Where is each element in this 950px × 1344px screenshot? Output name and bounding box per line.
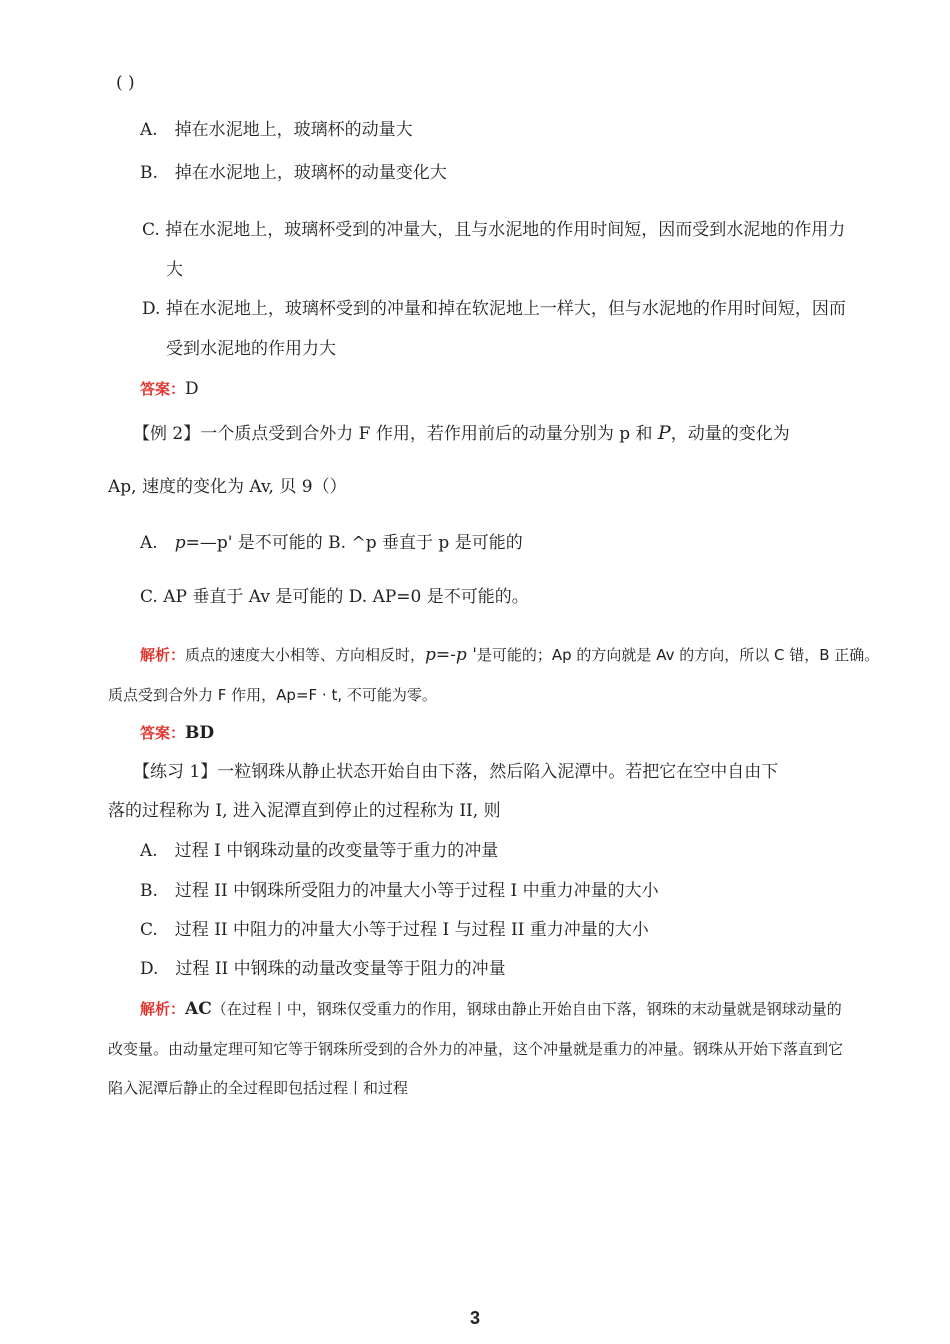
practice-analysis-line-2: 改变量。由动量定理可知它等于钢珠所受到的合外力的冲量，这个冲量就是重力的冲量。钢珠从开始下落直到它 bbox=[108, 1040, 844, 1058]
ex2-analysis-formula: p=-p ' bbox=[425, 645, 477, 665]
ex2-option-a-p: p bbox=[174, 533, 186, 553]
practice-option-a: A. 过程 I 中钢珠动量的改变量等于重力的冲量 bbox=[140, 841, 499, 861]
ex2-analysis-text-b: 是可能的；Ap 的方向就是 Av 的方向，所以 C 错，B 正确。 bbox=[476, 646, 880, 664]
ex2-stem-p-prime: P bbox=[657, 422, 671, 444]
ex2-stem-line-1 bbox=[133, 422, 790, 445]
analysis-label: 解析： bbox=[140, 1000, 186, 1018]
ex2-stem-text-a: 【例 2】一个质点受到合外力 F 作用，若作用前后的动量分别为 p 和 bbox=[133, 424, 658, 444]
q1-option-d-cont: 受到水泥地的作用力大 bbox=[166, 339, 336, 359]
practice-stem-line-2: 落的过程称为 I, 进入泥潭直到停止的过程称为 II, 则 bbox=[108, 801, 501, 821]
ex2-answer bbox=[140, 722, 214, 744]
ex2-options-ab bbox=[140, 532, 523, 554]
practice-stem-line-1: 【练习 1】一粒钢珠从静止状态开始自由下落，然后陷入泥潭中。若把它在空中自由下 bbox=[133, 762, 779, 782]
ex2-analysis-line-1 bbox=[140, 644, 879, 666]
practice-analysis-line-3: 陷入泥潭后静止的全过程即包括过程丨和过程 bbox=[108, 1079, 409, 1097]
q1-option-c-cont: 大 bbox=[166, 260, 183, 280]
ex2-option-a-rest: =—p' 是不可能的 B. ^p 垂直于 p 是可能的 bbox=[185, 533, 523, 553]
ex2-stem-line-2: Ap, 速度的变化为 Av, 贝 9（） bbox=[108, 477, 347, 497]
answer-value: D bbox=[185, 379, 199, 399]
ex2-option-a-label: A. bbox=[140, 533, 175, 553]
practice-option-d: D. 过程 II 中钢珠的动量改变量等于阻力的冲量 bbox=[140, 959, 506, 979]
practice-option-c: C. 过程 II 中阻力的冲量大小等于过程 I 与过程 II 重力冲量的大小 bbox=[140, 920, 649, 940]
practice-analysis-answer: AC bbox=[185, 999, 212, 1019]
q1-option-c: C. 掉在水泥地上，玻璃杯受到的冲量大，且与水泥地的作用时间短，因而受到水泥地的作用力 bbox=[142, 220, 846, 240]
q1-option-b: B. 掉在水泥地上，玻璃杯的动量变化大 bbox=[140, 163, 447, 183]
practice-analysis-text-1: （在过程丨中，钢珠仅受重力的作用，钢球由静止开始自由下落，钢珠的末动量就是钢球动量的 bbox=[211, 1000, 842, 1018]
q1-answer bbox=[140, 378, 199, 400]
practice-analysis-line-1 bbox=[140, 998, 842, 1020]
q1-paren: ( ) bbox=[116, 73, 135, 93]
q1-option-d: D. 掉在水泥地上，玻璃杯受到的冲量和掉在软泥地上一样大，但与水泥地的作用时间短，因而 bbox=[142, 299, 846, 319]
page-number: 3 bbox=[469, 1308, 480, 1328]
q1-option-a: A. 掉在水泥地上，玻璃杯的动量大 bbox=[140, 120, 413, 140]
answer-label: 答案： bbox=[140, 724, 186, 742]
answer-value: BD bbox=[185, 723, 215, 743]
ex2-analysis-text-a: 质点的速度大小相等、方向相反时， bbox=[185, 646, 426, 664]
practice-option-b: B. 过程 II 中钢珠所受阻力的冲量大小等于过程 I 中重力冲量的大小 bbox=[140, 881, 659, 901]
ex2-analysis-line-2: 质点受到合外力 F 作用，Ap=F · t, 不可能为零。 bbox=[108, 686, 437, 704]
ex2-stem-text-b: ，动量的变化为 bbox=[670, 424, 790, 444]
ex2-options-cd: C. AP 垂直于 Av 是可能的 D. AP=0 是不可能的。 bbox=[140, 587, 529, 607]
analysis-label: 解析： bbox=[140, 646, 186, 664]
answer-label: 答案： bbox=[140, 380, 186, 398]
